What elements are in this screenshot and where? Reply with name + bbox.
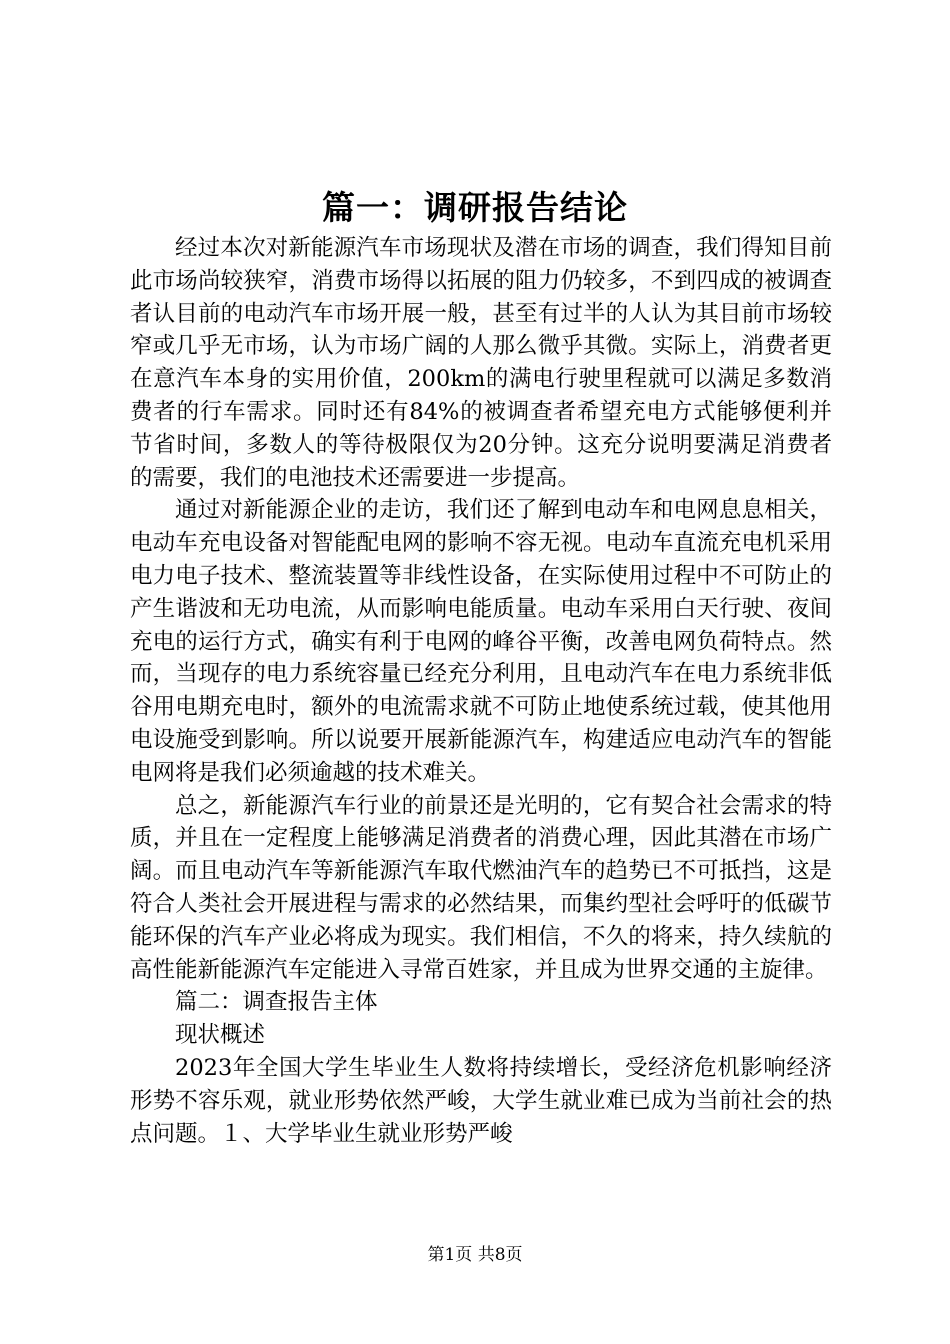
paragraph-1: 经过本次对新能源汽车市场现状及潜在市场的调查，我们得知目前此市场尚较狭窄，消费市场得以拓展的阻力仍较多，不到四成的被调查者认目前的电动汽车市场开展一般，甚至有过半的人认为其目前市场较窄或几乎无市场，认为市场广阔的人那么微乎其微。实际上，消费者更在意汽车本身的实用价值，200km的满电行驶里程就可以满足多数消费者的行车需求。同时还有84%的被调查者希望充电方式能够便利并节省时间，多数人的等待极限仅为20分钟。这充分说明要满足消费者的需要，我们的电池技术还需要进一步提高。: [130, 235, 832, 491]
page-footer: 第1页 共8页: [427, 1245, 523, 1265]
section-2-paragraph: 2023年全国大学生毕业生人数将持续增长，受经济危机影响经济形势不容乐观，就业形势依然严峻，大学生就业难已成为当前社会的热点问题。１、大学毕业生就业形势严峻: [130, 1054, 832, 1147]
document-body: [130, 232, 832, 1150]
section-2-subheading: 现状概述: [175, 1022, 266, 1049]
document-title: 篇一：调研报告结论: [322, 188, 628, 227]
paragraph-3: 总之，新能源汽车行业的前景还是光明的，它有契合社会需求的特质，并且在一定程度上能够满足消费者的消费心理，因此其潜在市场广阔。而且电动汽车等新能源汽车取代燃油汽车的趋势已不可抵挡，这是符合人类社会开展进程与需求的必然结果，而集约型社会呼吁的低碳节能环保的汽车产业必将成为现实。我们相信，不久的将来，持久续航的高性能新能源汽车定能进入寻常百姓家，并且成为世界交通的主旋律。: [130, 792, 832, 983]
section-2-heading: 篇二：调查报告主体: [175, 989, 378, 1016]
paragraph-2: 通过对新能源企业的走访，我们还了解到电动车和电网息息相关，电动车充电设备对智能配电网的影响不容无视。电动车直流充电机采用电力电子技术、整流装置等非线性设备，在实际使用过程中不可防止的产生谐波和无功电流，从而影响电能质量。电动车采用白天行驶、夜间充电的运行方式，确实有利于电网的峰谷平衡，改善电网负荷特点。然而，当现存的电力系统容量已经充分利用，且电动汽车在电力系统非低谷用电期充电时，额外的电流需求就不可防止地使系统过载，使其他用电设施受到影响。所以说要开展新能源汽车，构建适应电动汽车的智能电网将是我们必须逾越的技术难关。: [130, 497, 832, 786]
